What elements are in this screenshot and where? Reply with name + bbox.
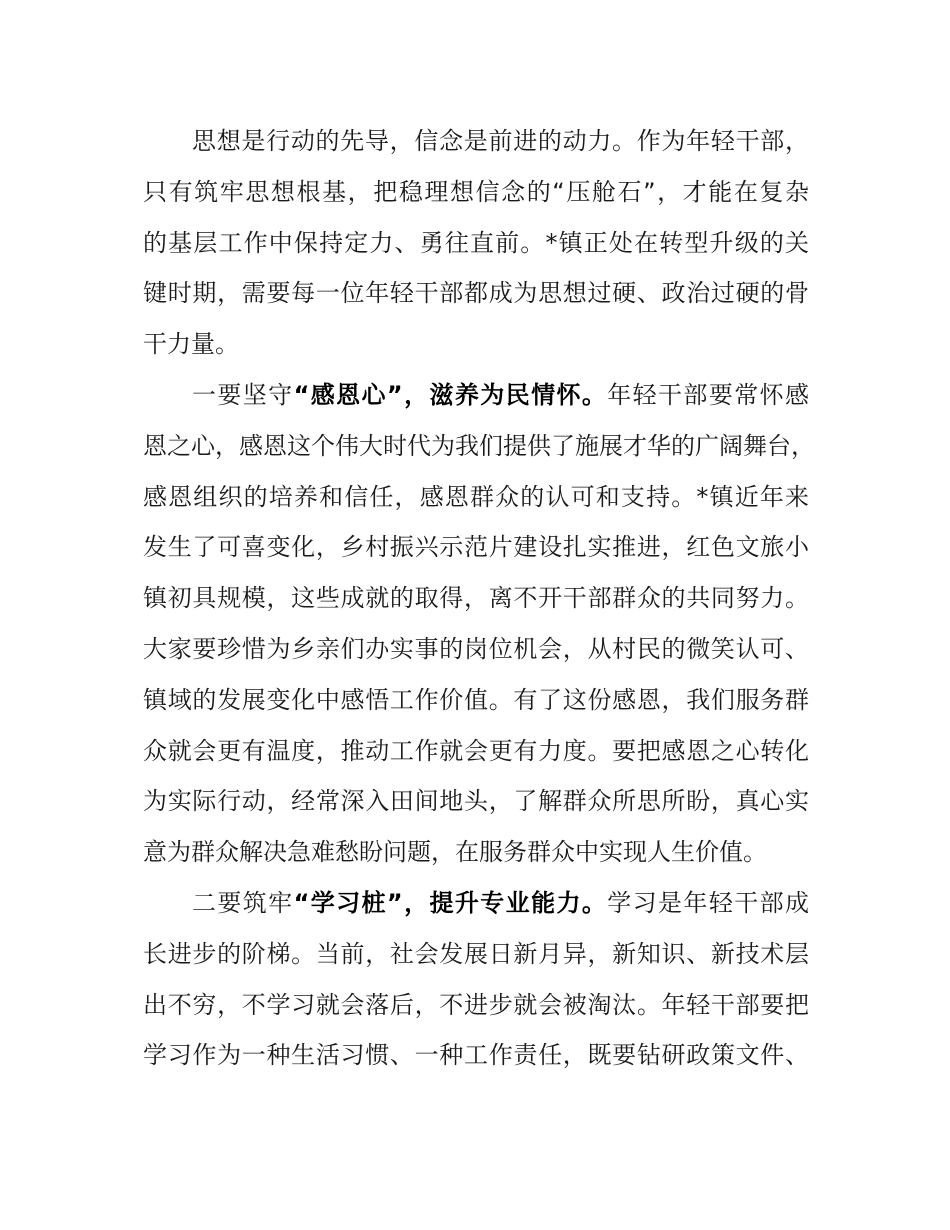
- body-text: 出不穷，不学习就会落后，不进步就会被淘汰。年轻干部要把: [143, 990, 809, 1019]
- paragraph-2-line: [143, 472, 809, 523]
- body-text: 意为群众解决急难愁盼问题，在服务群众中实现人生价值。: [143, 838, 767, 867]
- paragraph-1-line: [143, 167, 809, 218]
- paragraph-3-line: [143, 929, 809, 980]
- paragraph-3-line: [143, 878, 809, 929]
- paragraph-2-line: [143, 726, 809, 777]
- document-body: [143, 116, 815, 1081]
- body-text: 思想是行动的先导，信念是前进的动力。作为年轻干部，: [192, 127, 809, 155]
- paragraph-2-line: [143, 827, 809, 878]
- paragraph-3-line: [143, 1030, 809, 1081]
- body-text: 镇域的发展变化中感悟工作价值。有了这份感恩，我们服务群: [143, 685, 809, 714]
- body-text: 大家要珍惜为乡亲们办实事的岗位机会，从村民的微笑认可、: [143, 634, 809, 663]
- paragraph-1-line: [143, 116, 809, 167]
- body-text: 干力量。: [143, 330, 239, 359]
- body-text: 只有筑牢思想根基，把稳理想信念的“压舱石”，才能在复杂: [143, 177, 809, 206]
- paragraph-2-line: [143, 624, 809, 675]
- body-text: 长进步的阶梯。当前，社会发展日新月异，新知识、新技术层: [143, 939, 809, 968]
- body-text: 二要筑牢: [192, 888, 294, 917]
- body-text: 镇初具规模，这些成就的取得，离不开干部群众的共同努力。: [143, 584, 809, 613]
- paragraph-2-line: [143, 675, 809, 726]
- body-text: 众就会更有温度，推动工作就会更有力度。要把感恩之心转化: [143, 736, 809, 765]
- body-text: 为实际行动，经常深入田间地头，了解群众所思所盼，真心实: [143, 787, 809, 816]
- paragraph-2-line: [143, 776, 809, 827]
- paragraph-2-line: [143, 573, 809, 624]
- paragraph-1-line: [143, 218, 809, 269]
- body-text: 一要坚守: [192, 380, 294, 409]
- body-text: 恩之心，感恩这个伟大时代为我们提供了施展才华的广阔舞台，: [143, 431, 815, 460]
- paragraph-3-line: [143, 980, 809, 1031]
- bold-heading-text: “感恩心”，滋养为民情怀。: [293, 380, 608, 409]
- body-text: 的基层工作中保持定力、勇往直前。*镇正处在转型升级的关: [143, 228, 809, 257]
- paragraph-2-line: [143, 522, 809, 573]
- bold-heading-text: “学习桩”，提升专业能力。: [293, 888, 608, 917]
- body-text: 年轻干部要常怀感: [607, 380, 810, 409]
- body-text: 学习是年轻干部成: [607, 888, 810, 917]
- paragraph-2-line: [143, 370, 809, 421]
- paragraph-1-line: [143, 268, 809, 319]
- body-text: 学习作为一种生活习惯、一种工作责任，既要钻研政策文件、: [143, 1041, 809, 1070]
- body-text: 发生了可喜变化，乡村振兴示范片建设扎实推进，红色文旅小: [143, 533, 809, 562]
- paragraph-2-line: [143, 421, 815, 472]
- paragraph-1-line: [143, 319, 809, 370]
- body-text: 键时期，需要每一位年轻干部都成为思想过硬、政治过硬的骨: [143, 279, 809, 308]
- body-text: 感恩组织的培养和信任，感恩群众的认可和支持。*镇近年来: [143, 482, 809, 511]
